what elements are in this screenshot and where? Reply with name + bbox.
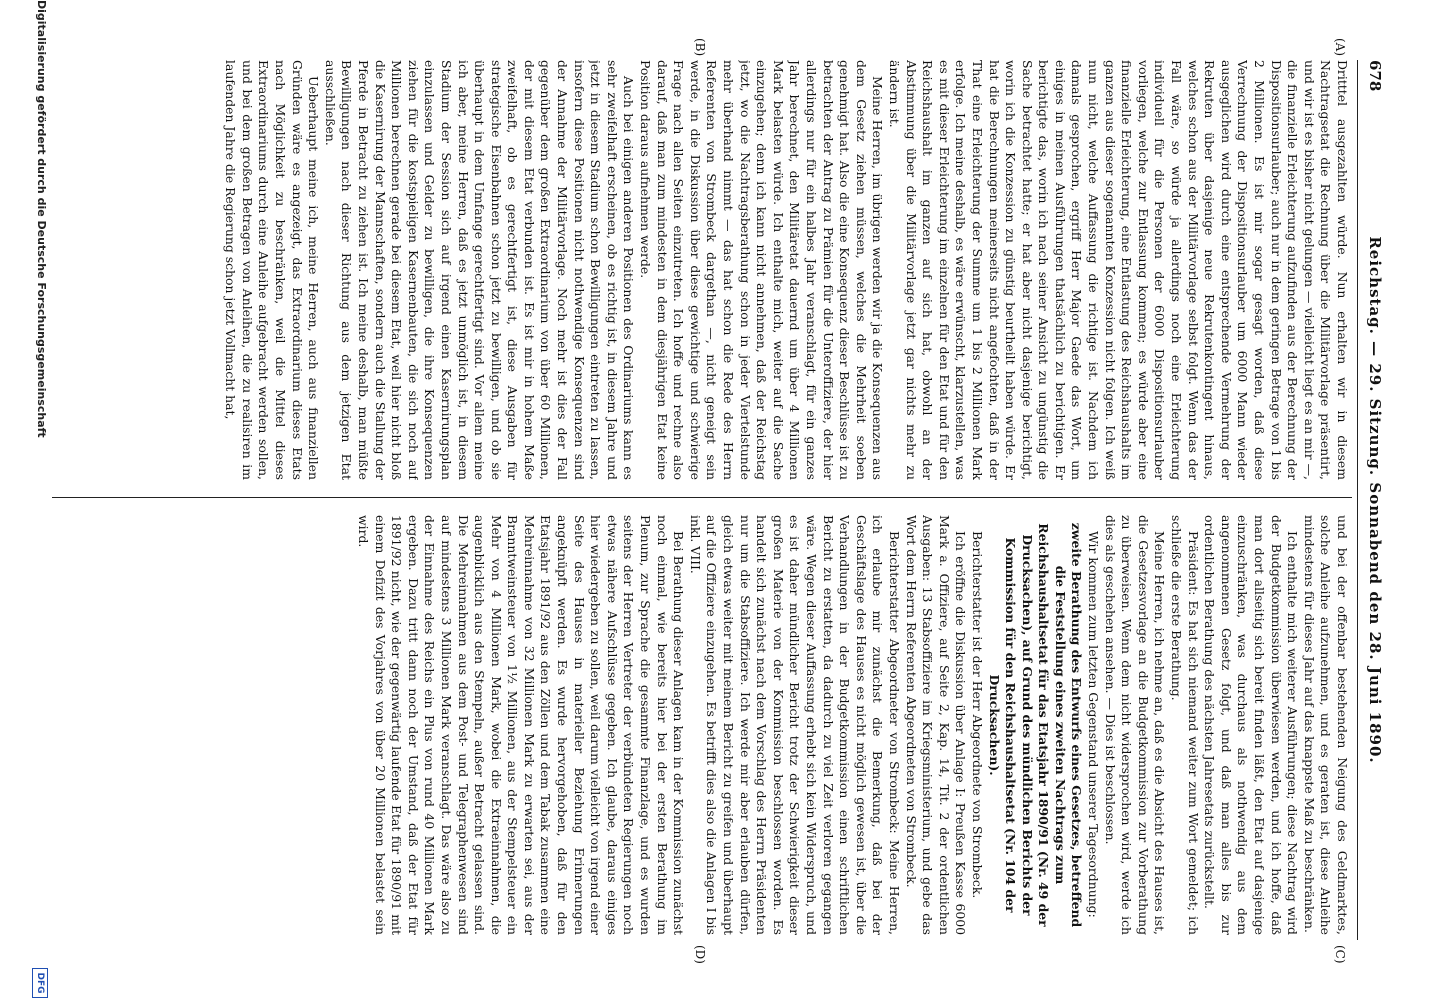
agenda-item-heading: zweite Berathung des Entwurfs eines Gesetzes, betreffend die Feststellung eines zweiten Nachtrags zum Reichshaushaltsetat für das Etatsjahr 1890/91 (Nr. 49 der Drucksachen), auf Grund des mündlichen Berichts der Kommission für den Reichshaushaltsetat (Nr. 104 der Drucksachen). bbox=[986, 522, 1085, 928]
paragraph: Meine Herren, im übrigen werden wir ja die Konsequenzen aus dem Gesetz ziehen müssen, welches die Mehrheit soeben genehmigt hat. Also die eine Konsequenz dieser Beschlüsse ist zu betrachten der Antrag zu Prämien für die Unteroffiziere, der hier allerdings nur für ein halbes Jahr veranschlagt, für ein ganzes Jahr berechnet, den Militäretat dauernd um über 4 Millionen Mark belasten würde. Ich enthalte mich, weiter auf die Sache einzugehen; denn ich kann nicht annehmen, daß der Reichstag jetzt, wo die Nachtragsberathung schon in jeder Viertelstunde mehr überhand nimmt — das hat schon die Rede des Herrn Referenten von Strombeck dargethan —, nicht geneigt sein werde, in die Diskussion über diese gewichtige und schwierige Frage nach allen Seiten einzutreten. Ich hoffe und rechne also darauf, daß man zum mindesten in dem diesjährigen Etat keine Position daraus aufnehmen werde. bbox=[638, 60, 886, 480]
page-title: Reichstag. — 29. Sitzung. Sonnabend den 28. Juni 1890. bbox=[1366, 236, 1384, 764]
header-rule bbox=[1357, 60, 1358, 940]
paragraph: Ich eröffne die Diskussion über Anlage I: Preußen Kasse 6000 Mark a. Offiziere, auf Seite 2, Kap. 14, Tit. 2 der ordentlichen Ausgaben: 13 Stabsoffiziere im Kriegsministerium, und gebe das Wort dem Herrn Referenten Abgeordneten von Strombeck. bbox=[903, 515, 969, 935]
digitization-footer bbox=[31, 0, 51, 1000]
paragraph: Wir kommen zum letzten Gegenstand unserer Tagesordnung: bbox=[1086, 531, 1102, 918]
paragraph: Ueberhaupt meine ich, meine Herren, auch aus finanziellen Gründen wäre es angezeigt, das Extraordinarium dieses Etats nach Möglichkeit zu beschränken, weil die Mittel dieses Extraordinariums durch eine Anleihe aufgebracht werden sollen, und bei dem großen Betragen von Anleihen, die zu realisiren im laufenden Jahre die Regierung schon jetzt Vollmacht hat, bbox=[223, 60, 322, 480]
left-column bbox=[60, 60, 1350, 480]
paragraph: Berichterstatter Abgeordneter von Strombeck: Meine Herren, ich erlaube mir zunächst die Bemerkung, daß bei der Geschäftslage des Hauses es nicht möglich gewesen ist, über die Verhandlungen in der Budgetkommission einen schriftlichen Bericht zu erstatten, da dadurch zu viel Zeit verloren gegangen wäre. Wegen dieser Auffassung erhebt sich kein Widerspruch, und es ist daher mündlicher Bericht trotz der Schwierigkeit dieser großen Materie von der Kommission beschlossen worden. Es handelt sich zunächst nach dem Vorschlag des Herrn Präsidenten nur um die Stabsoffiziere. Ich werde mir aber erlauben dürfen, gleich etwas weiter mit meinem Bericht zu greifen und überhaupt auf die Offiziere einzugehen. Es betrifft dies also die Anlagen I bis inkl. VIII. bbox=[687, 515, 902, 935]
margin-mark-c: (C) bbox=[1333, 945, 1347, 964]
paragraph: Dritttel ausgezahlten würde. Nun erhalten wir in diesem Nachtragsetat die Rechnung über die Militärvorlage präsentirt, und wir ist es bisher nicht gelungen — vielleicht liegt es an mir —, die finanzielle Erleichterung aufzufinden aus der Berechnung der Dispositionsurlauber; auch nur in dem geringen Betrage von 1 bis 2 Millionen. Es ist mir sogar gesagt worden, daß diese Verrechnung der Dispositionsurlauber um 6000 Mann wieder ausgeglichen wird durch eine entsprechende Vermehrung der Rekruten über dasjenige neue Rekrutenkontingent hinaus, welches schon aus der Militärvorlage selbst folgt. Wenn das der Fall wäre, so würde ja allerdings noch eine Erleichterung individuell für die Personen der 6000 Dispositionsurlauber vorliegen, welche zur Entlassung kommen; es würde aber eine finanzielle Erleichterung, eine Entlastung des Reichshaushalts im ganzen aus dieser sogenannten Konzession nicht folgen. Ich weiß nun nicht, welche Auffassung die richtige ist. Nachdem ich damals gesprochen, ergriff Herr Major Gaede das Wort, um einiges in meinen Ausführungen thatsächlich zu berichtigen. Er berichtigte das, worin ich nach seiner Ansicht zu ungünstig die Sache betrachtet hatte; er hat aber nicht dasjenige berichtigt, worin ich die Konzession zu günstig beurtheilt haben würde. Er hat die Berechnungen meinerseits nicht angefochten, daß in der That eine Erleichterung der Summe um 1 bis 2 Millionen Mark erfolge. Ich meine deshalb, es wäre erwünscht, klarzustellen, was es mit dieser Erleichterung im einzelnen für den Etat und für den Reichshaushalt im ganzen auf sich hat, obwohl an der Abstimmung über die Militärvorlage jetzt gar nichts mehr zu ändern ist. bbox=[886, 60, 1350, 480]
paragraph: Bei Berathung dieser Anlagen kam in der Kommission zunächst noch einmal, wie bereits hier bei der ersten Berathung im Plenum, zur Sprache die gesammte Finanzlage, und es wurden seitens der Herren Vertreter der verbündeten Regierungen noch etwas nähere Aufschlüsse gegeben. Ich glaube, daraus einiges hier wiedergeben zu sollen, weil darum vielleicht von irgend einer Seite des Hauses in materieller Beziehung Erinnerungen angeknüpft werden. Es wurde hervorgehoben, daß für den Etatsjahr 1891/92 aus den Zöllen und dem Tabak zusammen eine Mehreinnahme von 32 Millionen Mark zu erwarten sei, aus der Branntweinsteuer von 1½ Millionen, aus der Stempelsteuer ein Mehr von 4 Millionen Mark, wobei die Extraeinnahmen, die augenblicklich aus den Stempeln, außer Betracht gelassen sind. Die Mehreinnahmen aus dem Post- und Telegraphenwesen sind auf mindestens 3 Millionen Mark veranschlagt. Das wäre also zu der Einnahme des Reichs ein Plus von rund 40 Millionen Mark ergeben. Dazu tritt dann noch der Umstand, daß der Etat für 1891/92 nicht, wie der gegenwärtig laufende Etat für 1890/91 mit einem Defizit des Vorjahres von über 20 Millionen belastet sein wird. bbox=[355, 515, 687, 935]
paragraph: und bei der offenbar bestehenden Neigung des Geldmarktes, solche Anleihe aufzunehmen, und es geraten ist, diese Anleihe mindestens für dieses Jahr auf das knappste Maß zu beschränken. bbox=[1301, 515, 1350, 935]
paragraph: Berichterstatter ist der Herr Abgeordnete von Strombeck. bbox=[969, 531, 985, 899]
margin-mark-a: (A) bbox=[1333, 38, 1347, 57]
column-separator bbox=[52, 497, 1352, 498]
right-column bbox=[60, 515, 1350, 935]
dfg-logo: DFG bbox=[32, 968, 48, 998]
page-header bbox=[1360, 60, 1384, 940]
margin-mark-b: (B) bbox=[693, 38, 707, 57]
paragraph: Ich enthalte mich weiterer Ausführungen; diese Nachtrag wird der Budgetkommission überwiesen werden, und ich hoffe, daß man dort allseitig sich bereit finden läßt, den Etat auf dasjenige einzuschränken, was durchaus als nothwendig aus dem angenommenen Gesetz folgt, und daß man alles bis zur ordentlichen Berathung des nächsten Jahresetats zurückstellt. bbox=[1202, 515, 1301, 935]
footer-text: Digitalisierung gefördert durch die Deutsche Forschungsgemeinschaft bbox=[35, 0, 48, 438]
margin-mark-d: (D) bbox=[693, 945, 707, 964]
paragraph: Präsident: Es hat sich niemand weiter zum Wort gemeldet; ich schließe die erste Berathung. bbox=[1169, 515, 1201, 935]
paragraph: Meine Herren, ich nehme an, daß es die Absicht des Hauses ist, die Gesetzesvorlage an die Budgetkommission zur Vorberathung zu überweisen. Wenn dem nicht widersprochen wird, werde ich dies als geschehen ansehen. — Dies ist beschlossen. bbox=[1102, 515, 1168, 935]
paragraph: Auch bei einigen anderen Positionen des Ordinariums kann es sehr zweifelhaft erscheinen, ob es richtig ist, in diesem Jahre und jetzt in diesem Stadium schon Bewilligungen eintreten zu lassen, insofern diese Positionen nicht nothwendige Konsequenzen sind der Annahme der Militärvorlage. Noch mehr ist dies der Fall gegenüber dem großen Extraordinarium von über 60 Millionen, der mit diesem Etat verbunden ist. Es ist mir in hohem Maße zweifelhaft, ob es gerechtfertigt ist, diese Ausgaben für strategische Eisenbahnen schon jetzt zu bewilligen, und ob sie überhaupt in dem Umfange gerechtfertigt sind. Vor allem meine ich aber, meine Herren, daß es jetzt unmöglich ist, in diesem Stadium der Session sich auf irgend einen Kasernirungsplan einzulassen und Gelder zu bewilligen, die ihre Konsequenzen ziehen für die kostspieligen Kasernenbauten, die sich noch auf Millionen berechnen gerade bei diesem Etat, weil hier nicht bloß die Kasernirung der Mannschaften, sondern auch die Stallung der Pferde in Betracht zu ziehen ist. Ich meine deshalb, man müßte Bewilligungen nach dieser Richtung aus dem jetzigen Etat ausschließen. bbox=[322, 60, 637, 480]
page-number: 678 bbox=[1366, 60, 1384, 92]
